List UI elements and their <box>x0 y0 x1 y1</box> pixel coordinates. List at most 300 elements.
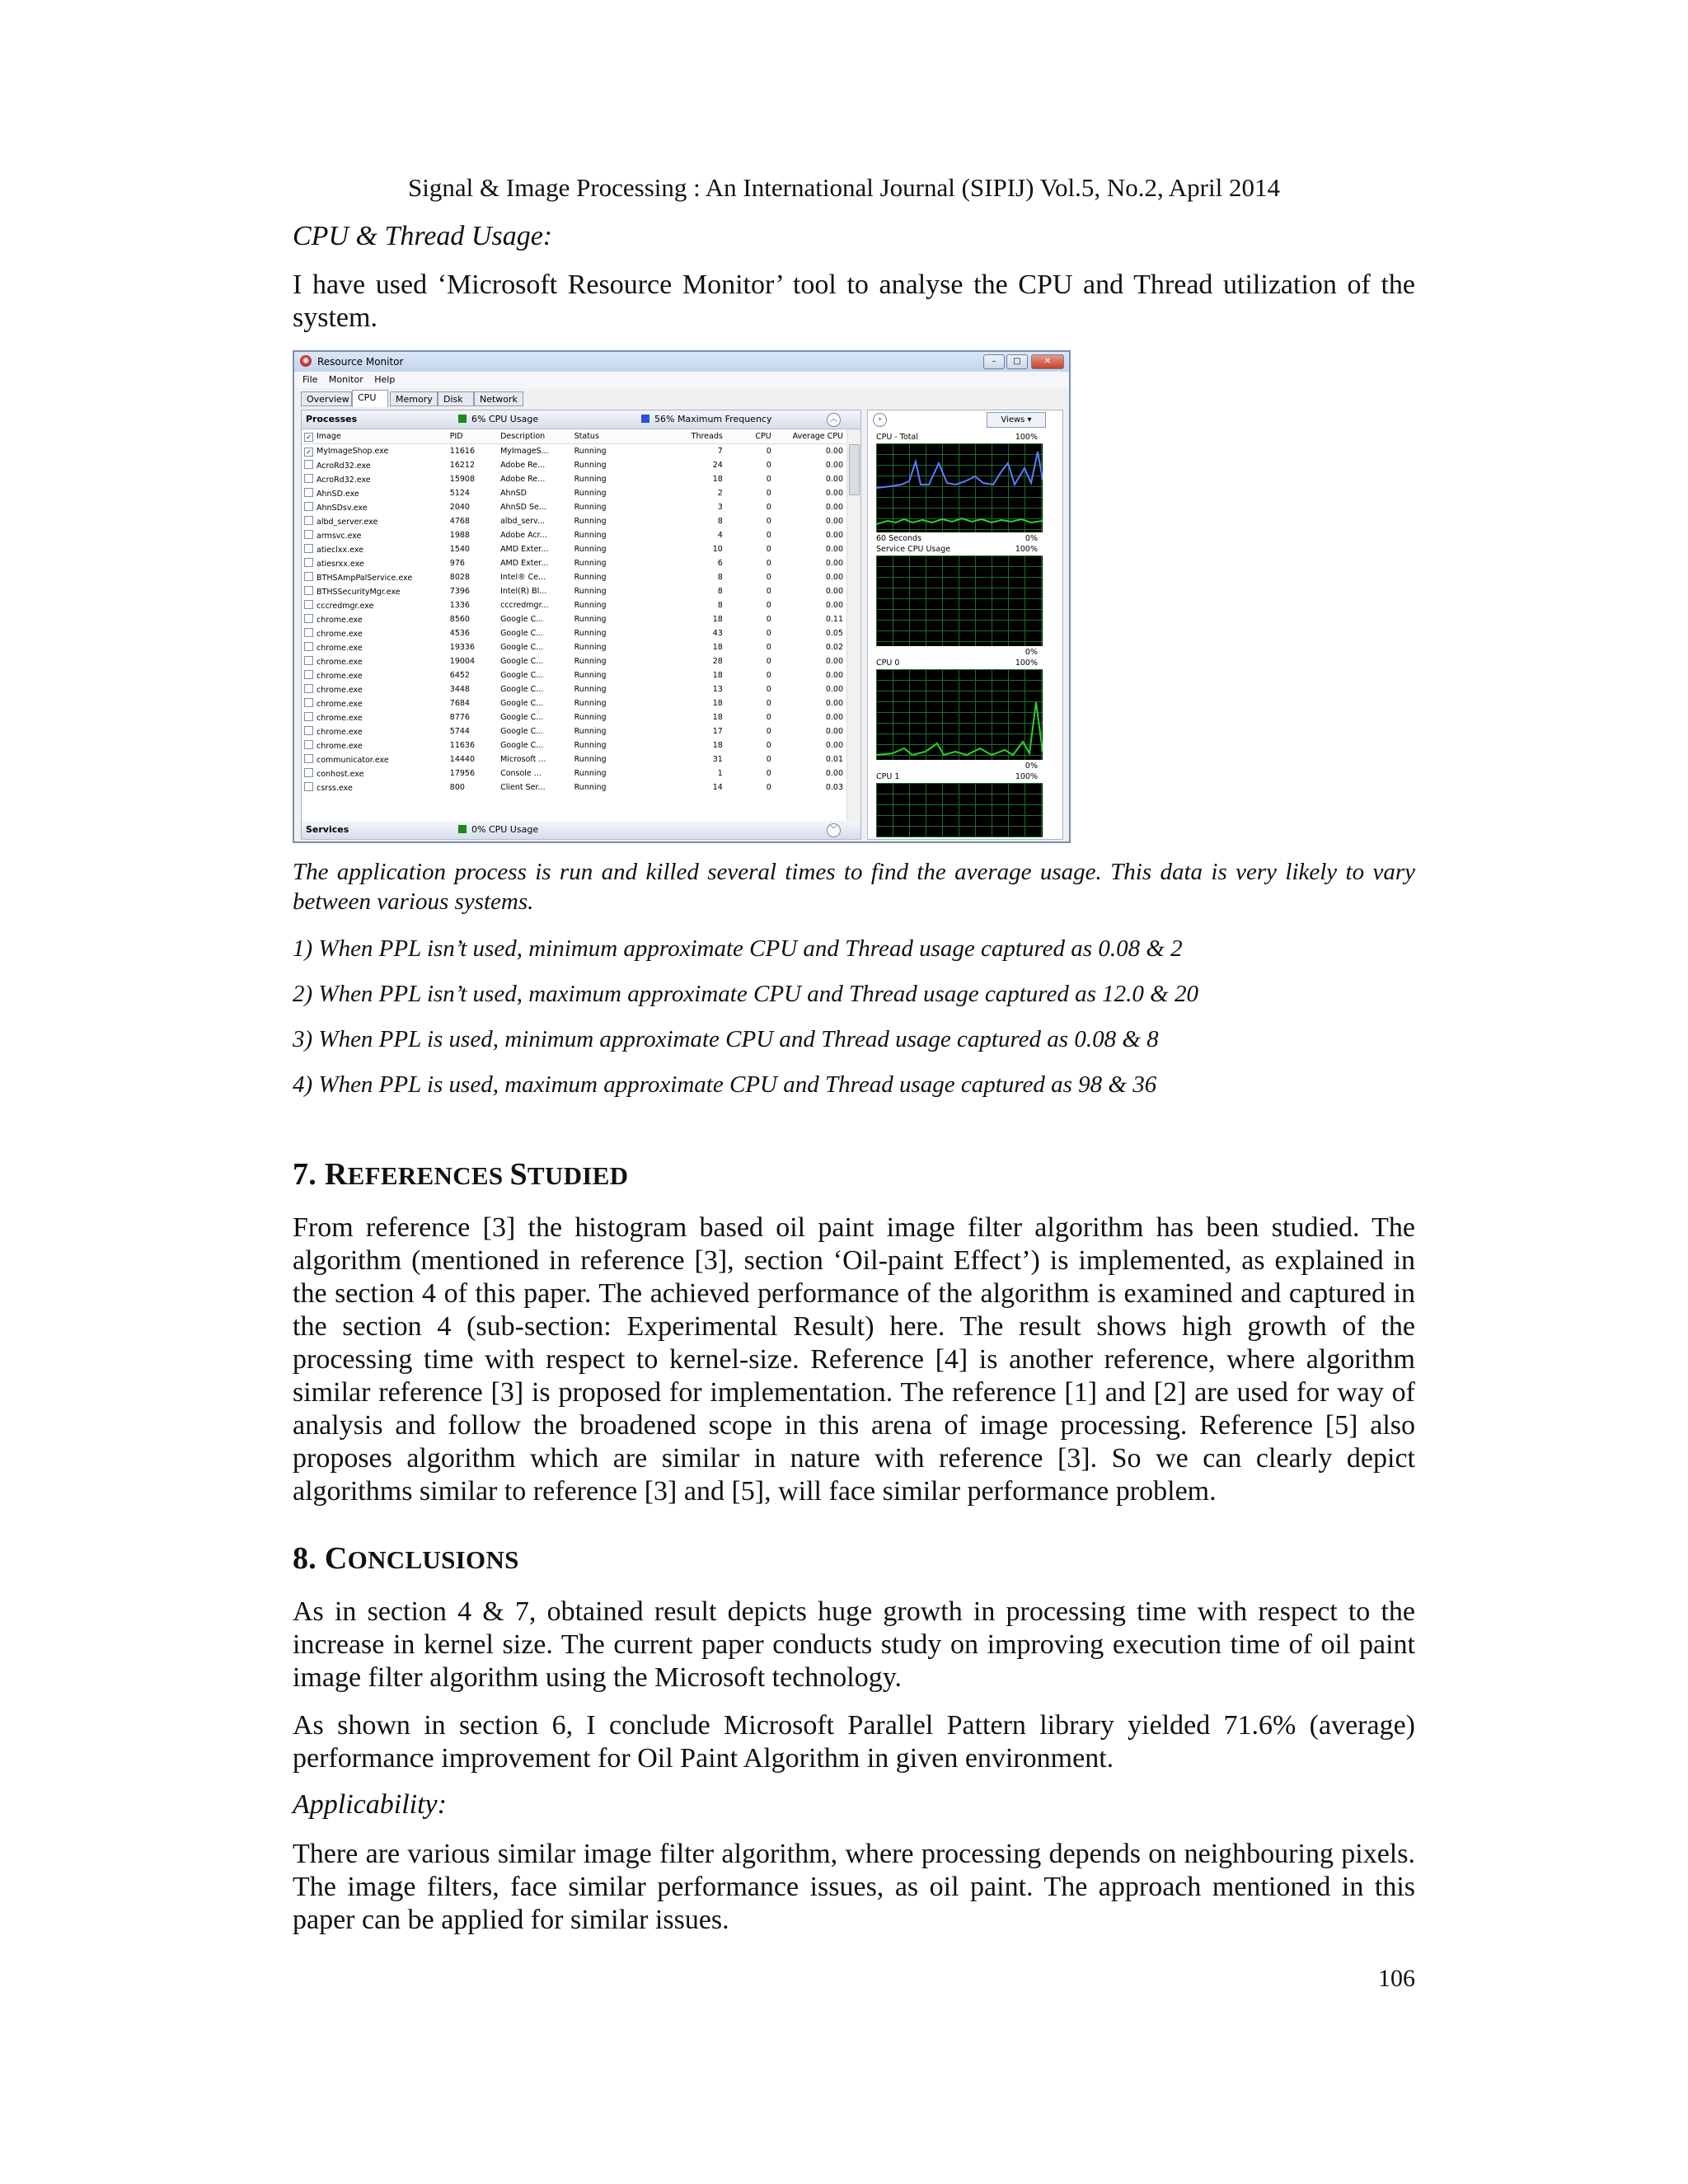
cell-value: 7684 <box>449 699 470 708</box>
cell-value: 8028 <box>449 573 470 582</box>
table-row[interactable] <box>302 682 846 696</box>
cell-value: cccredmgr.exe <box>316 602 374 611</box>
row-checkbox[interactable] <box>304 460 313 469</box>
table-cell <box>572 654 658 668</box>
row-checkbox[interactable] <box>304 600 313 609</box>
table-cell <box>448 542 498 556</box>
cell-value: 31 <box>712 755 723 764</box>
table-cell <box>725 528 774 542</box>
cell-value: conhost.exe <box>316 770 364 779</box>
table-cell <box>725 668 774 682</box>
cell-value: 0 <box>766 573 771 582</box>
table-row[interactable] <box>302 640 846 654</box>
cell-value: Running <box>574 741 607 750</box>
table-cell <box>302 752 448 766</box>
cpu-thread-subheading: CPU & Thread Usage: <box>293 221 553 251</box>
cell-value: Running <box>574 517 607 526</box>
section8-rest: ONCLUSIONS <box>347 1545 519 1574</box>
row-checkbox[interactable]: ✓ <box>304 448 313 457</box>
table-cell <box>448 654 498 668</box>
table-cell <box>774 598 846 612</box>
cpu-usage-legend <box>458 415 467 423</box>
table-row[interactable] <box>302 514 846 528</box>
row-checkbox[interactable] <box>304 628 313 637</box>
cell-value: 0 <box>766 559 771 568</box>
row-checkbox[interactable] <box>304 712 313 721</box>
cell-value: chrome.exe <box>316 658 363 667</box>
table-row[interactable] <box>302 668 846 682</box>
views-label: Views <box>1001 415 1025 424</box>
table-cell <box>302 724 448 738</box>
table-row[interactable] <box>302 556 846 570</box>
table-cell <box>657 654 725 668</box>
table-row[interactable] <box>302 570 846 584</box>
table-cell <box>448 766 498 780</box>
cell-value: Google C... <box>500 727 544 736</box>
table-row[interactable] <box>302 444 846 459</box>
tab-network[interactable]: Network <box>474 391 523 406</box>
menu-help[interactable]: Help <box>374 374 396 385</box>
table-cell <box>302 626 448 640</box>
row-checkbox[interactable] <box>304 614 313 623</box>
sixty-seconds-label: 60 Seconds <box>876 534 922 543</box>
select-all-checkbox[interactable]: ✓ <box>304 433 313 442</box>
section8-body-3 <box>293 1838 1415 1937</box>
table-cell <box>498 500 572 514</box>
table-row[interactable] <box>302 584 846 598</box>
cell-value: 1540 <box>449 545 470 554</box>
table-row[interactable] <box>302 612 846 626</box>
table-row[interactable] <box>302 528 846 542</box>
cell-value: Running <box>574 769 607 778</box>
cell-value: 6452 <box>449 671 470 680</box>
cpu1-graph <box>876 783 1043 837</box>
services-label: Services <box>306 824 349 835</box>
table-cell <box>657 766 725 780</box>
table-cell <box>657 598 725 612</box>
table-cell <box>657 556 725 570</box>
table-cell <box>448 556 498 570</box>
page-number: 106 <box>1378 1965 1415 1992</box>
tab-cpu[interactable]: CPU <box>352 390 388 407</box>
table-row[interactable] <box>302 472 846 486</box>
rm-window-title: Resource Monitor <box>317 356 404 368</box>
section8-paragraph-3: There are various similar image filter algorithm, where processing depends on neighbouring pixels. The image filters, face similar performance issues, as oil paint. The approach mentioned in this paper can be applied for similar issues. <box>293 1839 1415 1935</box>
cell-value: albd_server.exe <box>316 518 378 527</box>
cell-value: 18 <box>712 615 723 624</box>
row-checkbox[interactable] <box>304 558 313 567</box>
table-row[interactable] <box>302 766 846 780</box>
cell-value: 0.03 <box>825 783 843 792</box>
expand-icon[interactable]: ﹀ <box>827 823 841 837</box>
table-row[interactable] <box>302 542 846 556</box>
cpu-intro-text: I have used ‘Microsoft Resource Monitor’ tool to analyse the CPU and Thread utilization of the system. <box>293 269 1415 333</box>
row-checkbox[interactable] <box>304 782 313 791</box>
cell-value: 4 <box>717 531 723 540</box>
table-cell <box>302 444 448 459</box>
table-cell <box>725 556 774 570</box>
close-icon[interactable]: ✕ <box>1031 354 1064 369</box>
table-row[interactable] <box>302 710 846 724</box>
col-header-threads[interactable] <box>657 429 725 444</box>
row-checkbox[interactable] <box>304 530 313 539</box>
cpu-usage-text: 6% CPU Usage <box>471 414 539 424</box>
cell-value: chrome.exe <box>316 630 363 639</box>
service-cpu-max: 100% <box>1015 545 1038 554</box>
table-cell <box>572 472 658 486</box>
table-cell <box>302 668 448 682</box>
cell-value: 0.00 <box>825 769 843 778</box>
cell-value: chrome.exe <box>316 644 363 653</box>
cell-value: Running <box>574 461 607 470</box>
table-cell <box>302 640 448 654</box>
cell-value: AcroRd32.exe <box>316 476 371 485</box>
table-cell <box>657 696 725 710</box>
cell-value: 0.01 <box>825 755 843 764</box>
table-cell <box>572 514 658 528</box>
processes-label: Processes <box>306 414 358 424</box>
table-cell <box>657 472 725 486</box>
row-checkbox[interactable] <box>304 740 313 749</box>
cell-value: communicator.exe <box>316 756 389 765</box>
rm-title-bar <box>294 352 1069 372</box>
col-header-label: Threads <box>691 432 723 441</box>
row-checkbox[interactable] <box>304 726 313 735</box>
running-head: Signal & Image Processing : An International Journal (SIPIJ) Vol.5, No.2, April 2014 <box>408 173 1280 202</box>
table-cell <box>657 710 725 724</box>
section7-cap-r: R <box>324 1157 348 1192</box>
cell-value: Google C... <box>500 685 544 694</box>
cell-value: 0.02 <box>825 643 843 652</box>
table-cell <box>725 682 774 696</box>
cpu0-max: 100% <box>1015 658 1038 668</box>
cell-value: 0 <box>766 629 771 638</box>
table-cell <box>774 444 846 459</box>
cpu-total-max: 100% <box>1015 433 1038 442</box>
row-checkbox[interactable] <box>304 768 313 777</box>
table-cell <box>725 584 774 598</box>
table-cell <box>657 584 725 598</box>
table-cell <box>572 780 658 794</box>
cell-value: Running <box>574 783 607 792</box>
table-cell <box>302 696 448 710</box>
cell-value: 17956 <box>449 769 476 778</box>
col-header-status[interactable] <box>572 429 658 444</box>
cell-value: Running <box>574 727 607 736</box>
cell-value: 18 <box>712 699 723 708</box>
menu-file[interactable]: File <box>302 374 318 385</box>
tab-overview[interactable]: Overview <box>301 391 352 406</box>
tab-disk[interactable]: Disk <box>438 391 474 406</box>
service-cpu-graph <box>876 555 1043 646</box>
row-checkbox[interactable] <box>304 572 313 581</box>
table-cell <box>572 640 658 654</box>
table-cell <box>657 444 725 459</box>
col-header-image[interactable] <box>302 429 448 444</box>
cell-value: Running <box>574 629 607 638</box>
table-cell <box>774 542 846 556</box>
cell-value: 0 <box>766 671 771 680</box>
table-cell <box>498 486 572 500</box>
cell-value: Google C... <box>500 657 544 666</box>
cell-value: 0 <box>766 615 771 624</box>
services-cpu-legend <box>458 825 467 833</box>
table-cell <box>725 598 774 612</box>
cpu-total-graph <box>876 443 1043 532</box>
table-cell <box>725 752 774 766</box>
table-cell <box>774 654 846 668</box>
table-cell <box>572 612 658 626</box>
table-row[interactable] <box>302 654 846 668</box>
cell-value: chrome.exe <box>316 742 363 751</box>
cell-value: Google C... <box>500 741 544 750</box>
section8-paragraph-1: As in section 4 & 7, obtained result depicts huge growth in processing time with respect to the increase in kernel size. The current paper conducts study on improving execution time of oil paint image filter algorithm using the Microsoft technology. <box>293 1596 1415 1693</box>
cell-value: chrome.exe <box>316 672 363 681</box>
cell-value: 1 <box>717 769 723 778</box>
row-checkbox[interactable] <box>304 698 313 707</box>
cell-value: 3448 <box>449 685 470 694</box>
table-cell <box>498 654 572 668</box>
cell-value: csrss.exe <box>316 784 353 793</box>
finding-1: 1) When PPL isn’t used, minimum approximate CPU and Thread usage captured as 0.08 & 2 <box>293 935 1183 962</box>
cell-value: 2040 <box>449 503 470 512</box>
cell-value: 0 <box>766 783 771 792</box>
cell-value: 0.00 <box>825 545 843 554</box>
cell-value: Google C... <box>500 643 544 652</box>
cell-value: Running <box>574 755 607 764</box>
processes-header[interactable] <box>302 410 860 429</box>
collapse-icon[interactable]: ︿ <box>827 413 841 427</box>
cpu0-label: CPU 0 <box>876 658 900 668</box>
cell-value: 8560 <box>449 615 470 624</box>
row-checkbox[interactable] <box>304 516 313 525</box>
section8-title <box>293 1540 1415 1577</box>
table-row[interactable] <box>302 598 846 612</box>
table-cell <box>498 612 572 626</box>
cell-value: Running <box>574 573 607 582</box>
col-header-description[interactable] <box>498 429 572 444</box>
cell-value: 0.00 <box>825 503 843 512</box>
cell-value: AhnSD Se... <box>500 503 546 512</box>
services-header[interactable] <box>302 821 860 840</box>
section8-paragraph-2: As shown in section 6, I conclude Microsoft Parallel Pattern library yielded 71.6% (average) performance improvement for Oil Paint Algorithm in given environment. <box>293 1710 1415 1774</box>
cell-value: 17 <box>712 727 723 736</box>
table-cell <box>448 584 498 598</box>
cell-value: 13 <box>712 685 723 694</box>
table-cell <box>498 584 572 598</box>
table-cell <box>657 724 725 738</box>
cell-value: 0.05 <box>825 629 843 638</box>
cell-value: 11616 <box>449 447 476 456</box>
table-cell <box>448 738 498 752</box>
table-cell <box>657 486 725 500</box>
maximize-icon[interactable]: □ <box>1006 354 1028 369</box>
table-cell <box>448 696 498 710</box>
processes-table <box>302 429 846 794</box>
table-cell <box>725 472 774 486</box>
table-cell <box>448 626 498 640</box>
table-cell <box>498 780 572 794</box>
cell-value: 16212 <box>449 461 476 470</box>
cell-value: 28 <box>712 657 723 666</box>
table-cell <box>302 472 448 486</box>
figure-caption <box>293 857 1415 916</box>
table-row[interactable] <box>302 458 846 472</box>
cpu-total-min: 0% <box>1025 534 1038 543</box>
views-button[interactable]: Views ▾ <box>987 412 1046 428</box>
table-cell <box>498 710 572 724</box>
table-cell <box>498 514 572 528</box>
cell-value: 0 <box>766 643 771 652</box>
cell-value: 0 <box>766 545 771 554</box>
row-checkbox[interactable] <box>304 474 313 483</box>
table-cell <box>725 710 774 724</box>
cell-value: 14440 <box>449 755 476 764</box>
cell-value: 6 <box>717 559 723 568</box>
cell-value: AhnSD <box>500 489 527 498</box>
table-cell <box>448 570 498 584</box>
cell-value: Running <box>574 699 607 708</box>
cell-value: 0 <box>766 741 771 750</box>
table-row[interactable] <box>302 738 846 752</box>
finding-4: 4) When PPL is used, maximum approximate CPU and Thread usage captured as 98 & 36 <box>293 1071 1157 1098</box>
tab-memory[interactable]: Memory <box>390 391 438 406</box>
table-cell <box>302 766 448 780</box>
cell-value: Running <box>574 671 607 680</box>
col-header-pid[interactable] <box>448 429 498 444</box>
cell-value: 0 <box>766 503 771 512</box>
table-row[interactable] <box>302 752 846 766</box>
cell-value: Running <box>574 447 607 456</box>
figure-caption-text: The application process is run and killed several times to find the average usage. This data is very likely to vary between various systems. <box>293 859 1415 915</box>
applicability-heading: Applicability: <box>293 1789 447 1820</box>
cell-value: Intel® Ce... <box>500 573 546 582</box>
table-row[interactable] <box>302 486 846 500</box>
row-checkbox[interactable] <box>304 656 313 665</box>
table-cell <box>572 738 658 752</box>
table-cell <box>774 640 846 654</box>
cell-value: 7396 <box>449 587 470 596</box>
table-cell <box>572 570 658 584</box>
col-header-average-cpu[interactable] <box>774 429 846 444</box>
table-cell <box>725 500 774 514</box>
cell-value: 18 <box>712 713 723 722</box>
table-cell <box>725 626 774 640</box>
cpu0-usage-line <box>876 702 1043 755</box>
processes-scrollbar[interactable] <box>846 429 860 821</box>
expand-right-icon[interactable]: › <box>873 413 887 427</box>
cell-value: 0.11 <box>825 615 843 624</box>
scroll-thumb[interactable] <box>849 444 860 495</box>
row-checkbox[interactable] <box>304 670 313 679</box>
cell-value: AcroRd32.exe <box>316 462 371 471</box>
col-header-label: Description <box>500 432 546 441</box>
resource-monitor-icon: ◉ <box>300 355 312 367</box>
cell-value: 0 <box>766 475 771 484</box>
cell-value: MyImageShop.exe <box>316 446 389 456</box>
table-cell <box>774 710 846 724</box>
cell-value: BTHSAmpPalService.exe <box>316 574 413 583</box>
table-cell <box>572 584 658 598</box>
table-cell <box>774 458 846 472</box>
row-checkbox[interactable] <box>304 642 313 651</box>
table-cell <box>498 766 572 780</box>
table-cell <box>498 556 572 570</box>
table-row[interactable] <box>302 696 846 710</box>
service-cpu-label: Service CPU Usage <box>876 545 951 554</box>
table-cell <box>725 542 774 556</box>
row-checkbox[interactable] <box>304 754 313 763</box>
table-cell <box>774 668 846 682</box>
table-cell <box>572 724 658 738</box>
cell-value: cccredmgr... <box>500 601 549 610</box>
table-cell <box>774 570 846 584</box>
table-cell <box>774 682 846 696</box>
cpu-usage-line <box>876 518 1043 524</box>
cell-value: 19004 <box>449 657 476 666</box>
cell-value: 0.00 <box>825 671 843 680</box>
table-cell <box>572 766 658 780</box>
cell-value: 11636 <box>449 741 476 750</box>
table-row[interactable] <box>302 780 846 794</box>
table-cell <box>498 752 572 766</box>
table-cell <box>774 612 846 626</box>
cell-value: atieclxx.exe <box>316 546 364 555</box>
row-checkbox[interactable] <box>304 544 313 553</box>
row-checkbox[interactable] <box>304 684 313 693</box>
cell-value: MyImageS... <box>500 447 549 456</box>
table-cell <box>774 766 846 780</box>
col-header-cpu[interactable] <box>725 429 774 444</box>
cell-value: Running <box>574 503 607 512</box>
table-cell <box>774 752 846 766</box>
cell-value: 18 <box>712 741 723 750</box>
cell-value: 0.00 <box>825 727 843 736</box>
table-row[interactable] <box>302 500 846 514</box>
table-cell <box>448 472 498 486</box>
cell-value: 0 <box>766 755 771 764</box>
cell-value: 19336 <box>449 643 476 652</box>
cell-value: 8 <box>717 601 723 610</box>
cell-value: 5744 <box>449 727 470 736</box>
cell-value: 14 <box>712 783 723 792</box>
cell-value: albd_serv... <box>500 517 545 526</box>
table-row[interactable] <box>302 626 846 640</box>
section7-cap-s: S <box>509 1157 528 1192</box>
table-cell <box>302 710 448 724</box>
table-cell <box>302 654 448 668</box>
cell-value: 18 <box>712 643 723 652</box>
cell-value: 0 <box>766 447 771 456</box>
table-cell <box>572 542 658 556</box>
cpu0-graph <box>876 669 1043 760</box>
row-checkbox[interactable] <box>304 488 313 497</box>
service-cpu-min: 0% <box>1025 648 1038 657</box>
section8-number: 8. <box>293 1541 317 1576</box>
cell-value: AhnSD.exe <box>316 490 359 499</box>
cell-value: Running <box>574 545 607 554</box>
row-checkbox[interactable] <box>304 502 313 511</box>
table-cell <box>725 570 774 584</box>
cell-value: 0 <box>766 699 771 708</box>
table-cell <box>725 766 774 780</box>
table-cell <box>448 444 498 459</box>
menu-monitor[interactable]: Monitor <box>328 374 363 385</box>
minimize-icon[interactable]: – <box>983 354 1005 369</box>
table-row[interactable] <box>302 724 846 738</box>
cpu-intro <box>293 269 1415 335</box>
row-checkbox[interactable] <box>304 586 313 595</box>
